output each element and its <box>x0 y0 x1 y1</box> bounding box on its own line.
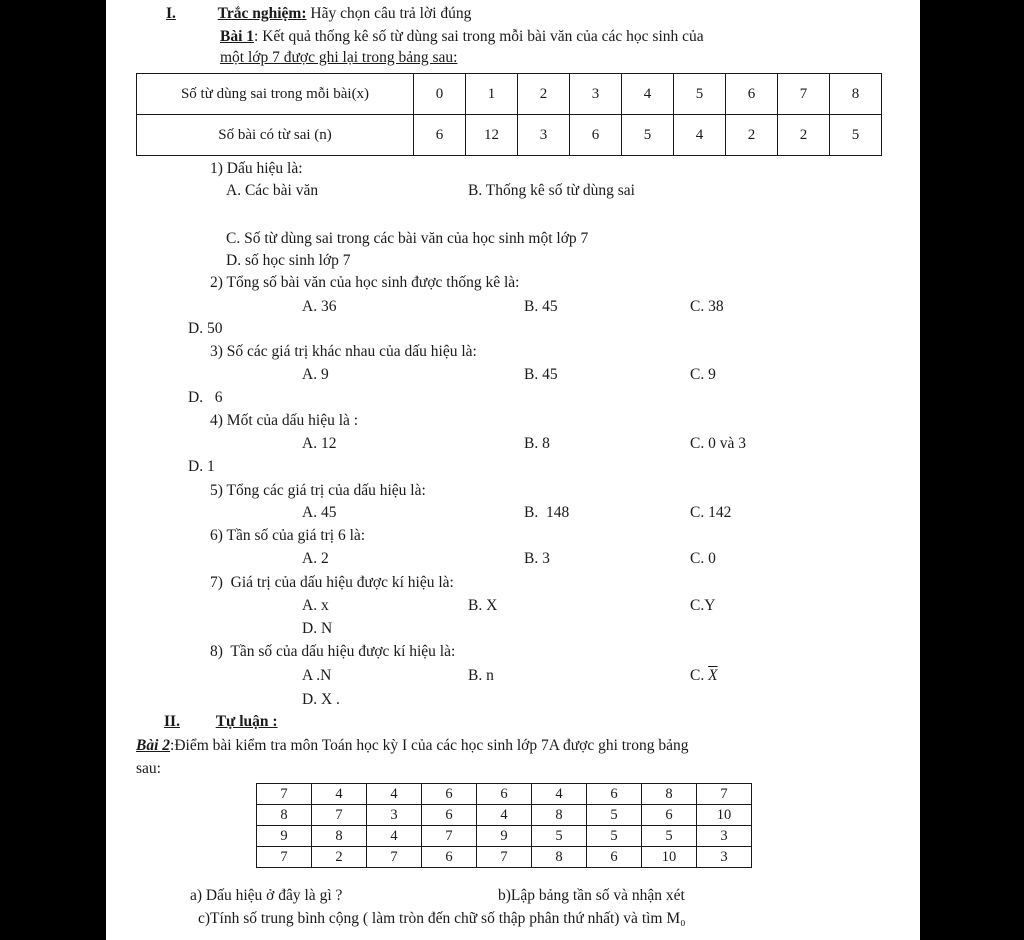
section2-heading <box>164 712 278 732</box>
q5-option-b: B. 148 <box>524 504 570 521</box>
q1-option-c: C. Số từ dùng sai trong các bài văn của học sinh một lớp 7 <box>226 230 589 247</box>
q2-option-b: B. 45 <box>524 298 558 315</box>
q5-option-a: A. 45 <box>302 504 337 521</box>
question-1: 1) Dấu hiệu là: <box>210 160 303 177</box>
q2-option-d: D. 50 <box>188 320 223 337</box>
table-cell: 6 <box>587 847 642 868</box>
section2-title: Tự luận : <box>215 713 278 730</box>
table-row <box>137 115 882 156</box>
exercise2-part-a: a) Dấu hiệu ở đây là gì ? <box>190 887 343 904</box>
q8-option-d: D. X . <box>302 691 340 708</box>
table-cell: 8 <box>532 847 587 868</box>
table-cell: 3 <box>697 847 752 868</box>
table-row-header: Số bài có từ sai (n) <box>137 115 414 156</box>
table-cell: 4 <box>367 826 422 847</box>
table-cell: 9 <box>257 826 312 847</box>
question-7: 7) Giá trị của dấu hiệu được kí hiệu là: <box>210 574 454 591</box>
exercise2-part-b: b)Lập bảng tần số và nhận xét <box>498 887 685 904</box>
table-cell: 4 <box>622 74 674 115</box>
table-cell: 3 <box>518 115 570 156</box>
table-cell: 7 <box>367 847 422 868</box>
q3-option-d: D. 6 <box>188 389 223 406</box>
table-cell: 4 <box>674 115 726 156</box>
table-row-header: Số từ dùng sai trong mỗi bài(x) <box>137 74 414 115</box>
q7-option-a: A. x <box>302 597 329 614</box>
table-row <box>257 784 752 805</box>
table-cell: 2 <box>726 115 778 156</box>
table-cell: 2 <box>312 847 367 868</box>
table-cell: 6 <box>414 115 466 156</box>
table-cell: 10 <box>697 805 752 826</box>
section1-number: I. <box>166 5 176 22</box>
question-8: 8) Tần số của dấu hiệu được kí hiệu là: <box>210 643 456 660</box>
table-cell: 5 <box>622 115 674 156</box>
table-cell: 7 <box>257 847 312 868</box>
q1-option-d: D. số học sinh lớp 7 <box>226 252 351 269</box>
table-cell: 7 <box>422 826 477 847</box>
table-cell: 5 <box>587 826 642 847</box>
table-cell: 1 <box>466 74 518 115</box>
q6-option-a: A. 2 <box>302 550 329 567</box>
section1-instruction: Hãy chọn câu trả lời đúng <box>310 5 472 22</box>
table-cell: 5 <box>642 826 697 847</box>
q8-option-a: A .N <box>302 667 332 684</box>
table-cell: 4 <box>367 784 422 805</box>
table-cell: 4 <box>312 784 367 805</box>
section1-heading <box>166 4 471 24</box>
table-cell: 9 <box>477 826 532 847</box>
table-cell: 8 <box>642 784 697 805</box>
table-cell: 3 <box>367 805 422 826</box>
exercise1-label: Bài 1 <box>220 28 255 45</box>
q6-option-c: C. 0 <box>690 550 716 567</box>
table-cell: 0 <box>414 74 466 115</box>
table-row <box>257 805 752 826</box>
table-cell: 2 <box>518 74 570 115</box>
q4-option-b: B. 8 <box>524 435 550 452</box>
table-cell: 6 <box>422 784 477 805</box>
table-cell: 6 <box>422 847 477 868</box>
question-2: 2) Tổng số bài văn của học sinh được thống kê là: <box>210 274 520 291</box>
q6-option-b: B. 3 <box>524 550 550 567</box>
table-row <box>257 826 752 847</box>
question-4: 4) Mốt của dấu hiệu là : <box>210 412 359 429</box>
table-cell: 3 <box>570 74 622 115</box>
q3-option-b: B. 45 <box>524 366 558 383</box>
table-cell: 8 <box>312 826 367 847</box>
table-cell: 6 <box>587 784 642 805</box>
table-cell: 7 <box>257 784 312 805</box>
exercise1-text-line1: Bài 1: Kết quả thống kê số từ dùng sai trong mỗi bài văn của các học sinh của <box>220 28 704 45</box>
question-3: 3) Số các giá trị khác nhau của dấu hiệu là: <box>210 343 477 360</box>
table-cell: 4 <box>477 805 532 826</box>
q3-option-a: A. 9 <box>302 366 329 383</box>
table-cell: 2 <box>778 115 830 156</box>
table-cell: 10 <box>642 847 697 868</box>
q2-option-a: A. 36 <box>302 298 337 315</box>
table-cell: 3 <box>697 826 752 847</box>
table-cell: 7 <box>312 805 367 826</box>
q8-option-c: C. $\overline{X}$ <box>690 667 718 684</box>
table-cell: 8 <box>532 805 587 826</box>
question-6: 6) Tần số của giá trị 6 là: <box>210 527 366 544</box>
table-cell: 8 <box>257 805 312 826</box>
q3-option-c: C. 9 <box>690 366 716 383</box>
question-5: 5) Tổng các giá trị của dấu hiệu là: <box>210 482 426 499</box>
score-table-body <box>257 784 752 868</box>
q2-option-c: C. 38 <box>690 298 724 315</box>
table-cell: 8 <box>830 74 882 115</box>
q7-option-c: C.Y <box>690 597 716 614</box>
q8-option-b: B. n <box>468 667 494 684</box>
table-cell: 4 <box>532 784 587 805</box>
q5-option-c: C. 142 <box>690 504 732 521</box>
table-cell: 5 <box>830 115 882 156</box>
exercise1-text-line2: một lớp 7 được ghi lại trong bảng sau: <box>220 49 458 66</box>
table-row <box>137 74 882 115</box>
frequency-table <box>136 73 882 156</box>
table-cell: 7 <box>778 74 830 115</box>
q4-option-d: D. 1 <box>188 458 215 475</box>
table-row <box>257 847 752 868</box>
table-cell: 5 <box>532 826 587 847</box>
q1-option-a: A. Các bài văn <box>226 182 319 199</box>
exercise2-part-c: c)Tính số trung bình cộng ( làm tròn đến chữ số thập phân thứ nhất) và tìm M₀ <box>198 910 686 927</box>
score-table <box>256 783 752 868</box>
q1-option-b: B. Thống kê số từ dùng sai <box>468 182 635 199</box>
q7-option-d: D. N <box>302 620 333 637</box>
table-cell: 5 <box>587 805 642 826</box>
table-cell: 6 <box>477 784 532 805</box>
exercise2-label: Bài 2 <box>136 737 171 754</box>
table-cell: 6 <box>726 74 778 115</box>
table-cell: 6 <box>570 115 622 156</box>
table-cell: 6 <box>422 805 477 826</box>
section2-number: II. <box>164 713 180 730</box>
table-cell: 7 <box>477 847 532 868</box>
q4-option-c: C. 0 và 3 <box>690 435 746 452</box>
section1-title: Trắc nghiệm: <box>217 5 307 22</box>
table-cell: 7 <box>697 784 752 805</box>
exercise2-text-line1: Bài 2:Điểm bài kiểm tra môn Toán học kỳ I của các học sinh lớp 7A được ghi trong bảng <box>136 737 689 754</box>
q7-option-b: B. X <box>468 597 498 614</box>
table-cell: 12 <box>466 115 518 156</box>
table-cell: 6 <box>642 805 697 826</box>
document-page <box>106 0 920 940</box>
q4-option-a: A. 12 <box>302 435 337 452</box>
exercise2-text-line2: sau: <box>136 760 161 777</box>
x-bar-symbol: $\overline{X}$ <box>708 667 718 684</box>
table-cell: 5 <box>674 74 726 115</box>
